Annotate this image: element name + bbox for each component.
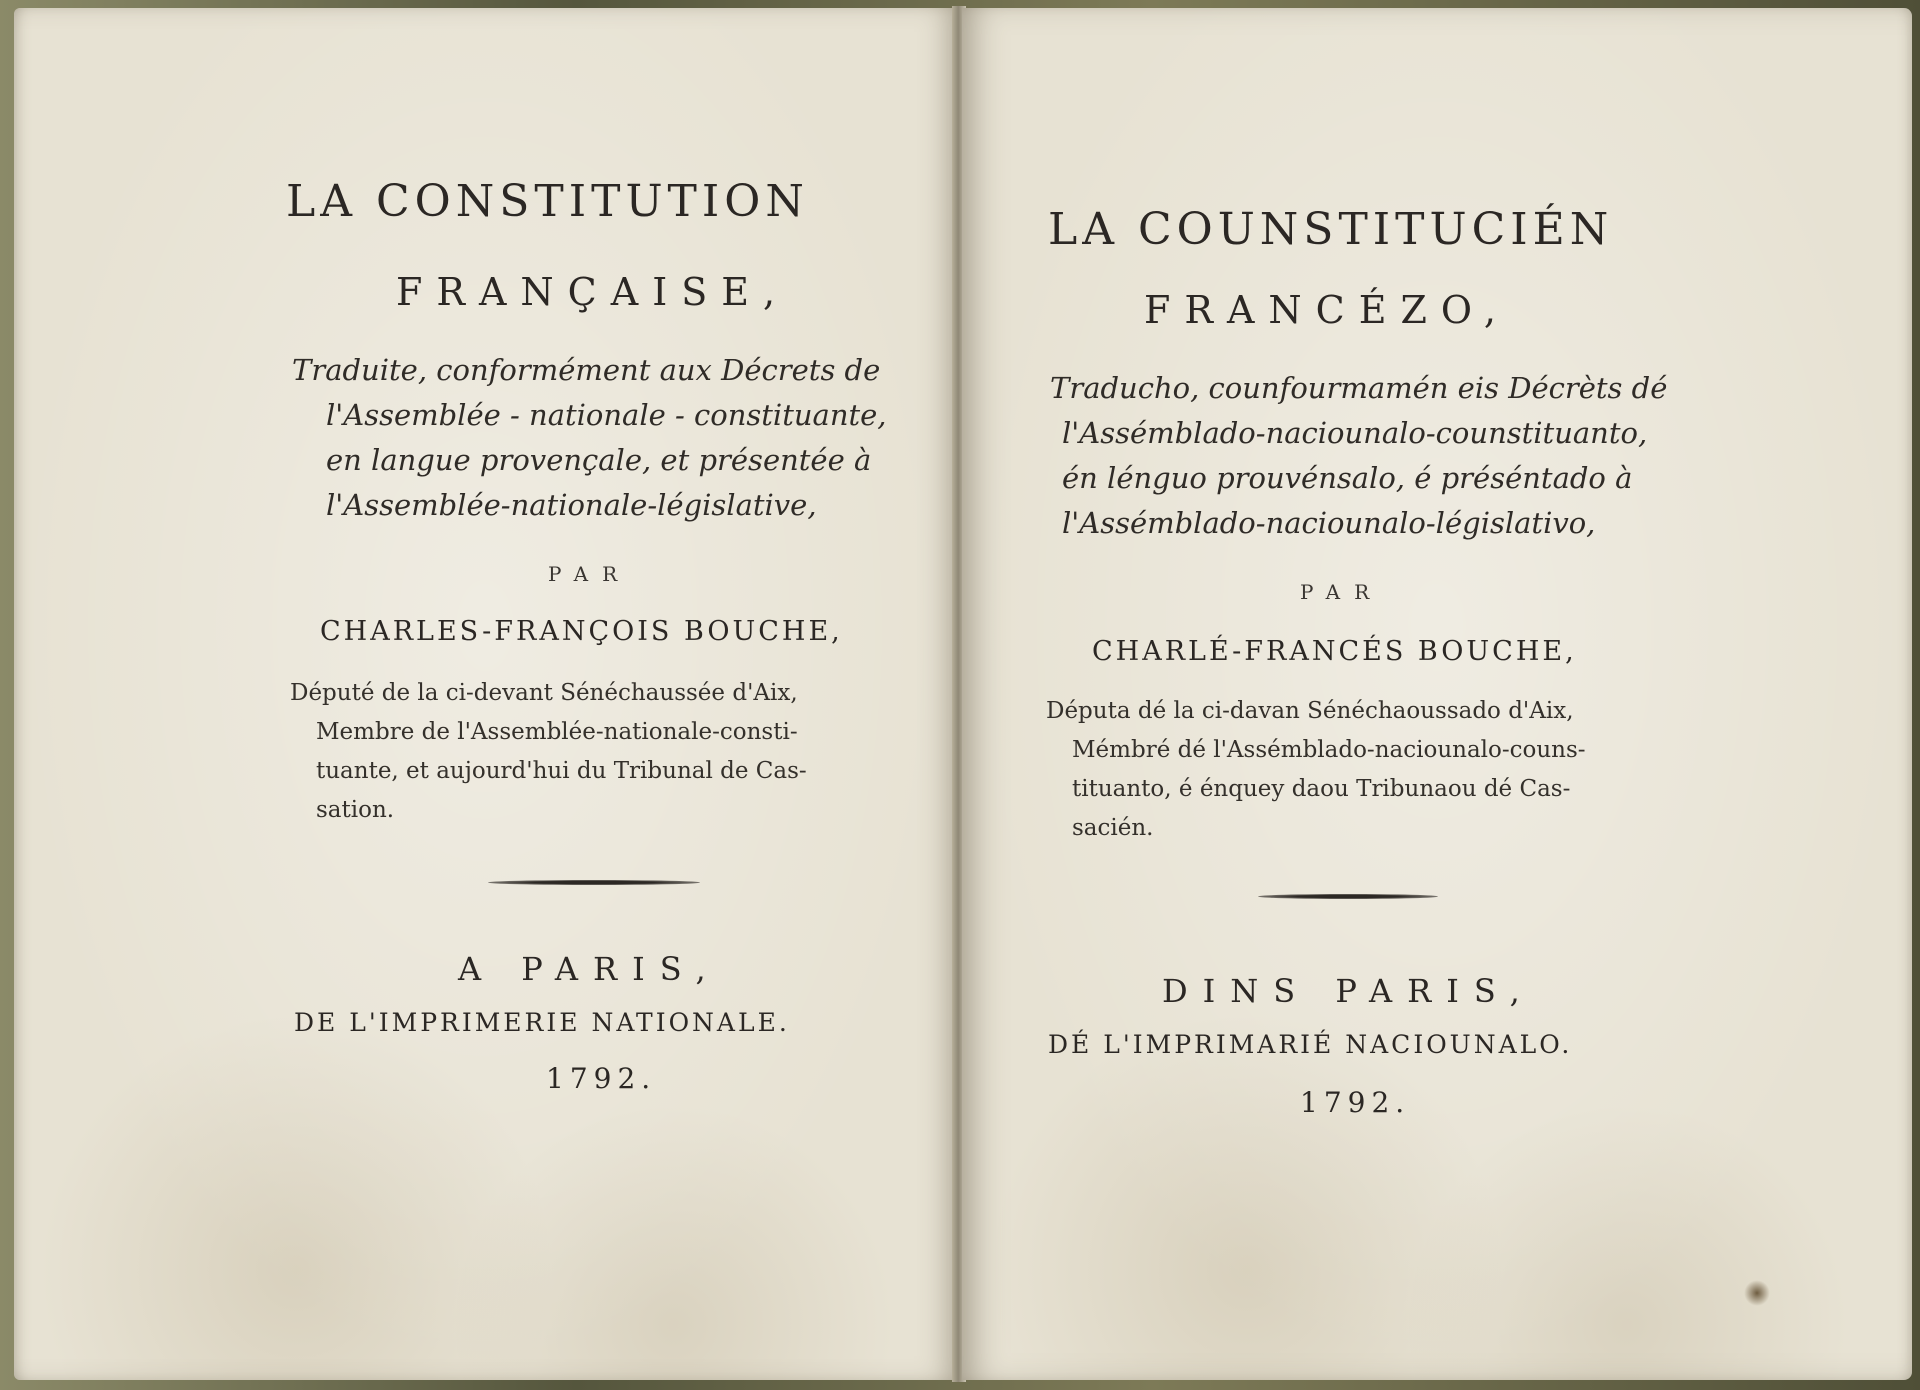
right-imprint-year: 1792. bbox=[1300, 1086, 1411, 1119]
left-imprint-year: 1792. bbox=[546, 1062, 657, 1095]
right-description-line: l'Assémblado-naciounalo-législativo, bbox=[1062, 506, 1596, 540]
right-author-bio bbox=[1046, 692, 1646, 848]
left-par: PAR bbox=[548, 562, 632, 586]
right-par: PAR bbox=[1300, 580, 1384, 604]
left-imprint-place: A PARIS, bbox=[458, 950, 721, 988]
right-description-line: l'Assémblado-naciounalo-counstituanto, bbox=[1062, 416, 1648, 450]
left-bio-line: Membre de l'Assemblée-nationale-consti- bbox=[316, 719, 798, 745]
left-description-line: Traduite, conformément aux Décrets de bbox=[292, 353, 881, 387]
left-page bbox=[14, 8, 956, 1380]
left-author: CHARLES-FRANÇOIS BOUCHE, bbox=[320, 616, 843, 647]
left-description bbox=[292, 348, 908, 528]
right-author: CHARLÉ-FRANCÉS BOUCHE, bbox=[1092, 636, 1577, 667]
right-imprint-place: DINS PARIS, bbox=[1162, 972, 1535, 1010]
left-title: LA CONSTITUTION bbox=[286, 176, 809, 227]
left-bio-line: tuante, et aujourd'hui du Tribunal de Cas- bbox=[316, 758, 807, 784]
right-description bbox=[1050, 366, 1668, 546]
left-subtitle: FRANÇAISE, bbox=[396, 270, 790, 314]
left-divider-rule bbox=[488, 880, 700, 885]
left-description-line: l'Assemblée-nationale-législative, bbox=[326, 488, 817, 522]
ink-spot bbox=[1744, 1280, 1770, 1306]
right-imprint-press: DÉ L'IMPRIMARIÉ NACIOUNALO. bbox=[1048, 1030, 1573, 1059]
left-description-line: en langue provençale, et présentée à bbox=[326, 443, 872, 477]
right-subtitle: FRANCÉZO, bbox=[1144, 288, 1510, 332]
right-title: LA COUNSTITUCIÉN bbox=[1048, 204, 1614, 255]
left-description-line: l'Assemblée - nationale - constituante, bbox=[326, 398, 887, 432]
left-bio-line: sation. bbox=[316, 797, 395, 823]
right-bio-line: Mémbré dé l'Assémblado-naciounalo-couns- bbox=[1072, 737, 1586, 763]
right-description-line: én lénguo prouvénsalo, é préséntado à bbox=[1062, 461, 1633, 495]
right-bio-line: sacién. bbox=[1072, 815, 1154, 841]
right-divider-rule bbox=[1258, 894, 1438, 899]
right-description-line: Traducho, counfourmamén eis Décrèts dé bbox=[1050, 371, 1668, 405]
right-bio-line: Députa dé la ci-davan Sénéchaoussado d'Aix, bbox=[1046, 698, 1574, 724]
left-imprint-press: DE L'IMPRIMERIE NATIONALE. bbox=[294, 1008, 790, 1037]
right-page bbox=[962, 8, 1912, 1380]
left-author-bio bbox=[290, 674, 910, 830]
right-bio-line: tituanto, é énquey daou Tribunaou dé Cas- bbox=[1072, 776, 1571, 802]
left-bio-line: Député de la ci-devant Sénéchaussée d'Aix, bbox=[290, 680, 798, 706]
